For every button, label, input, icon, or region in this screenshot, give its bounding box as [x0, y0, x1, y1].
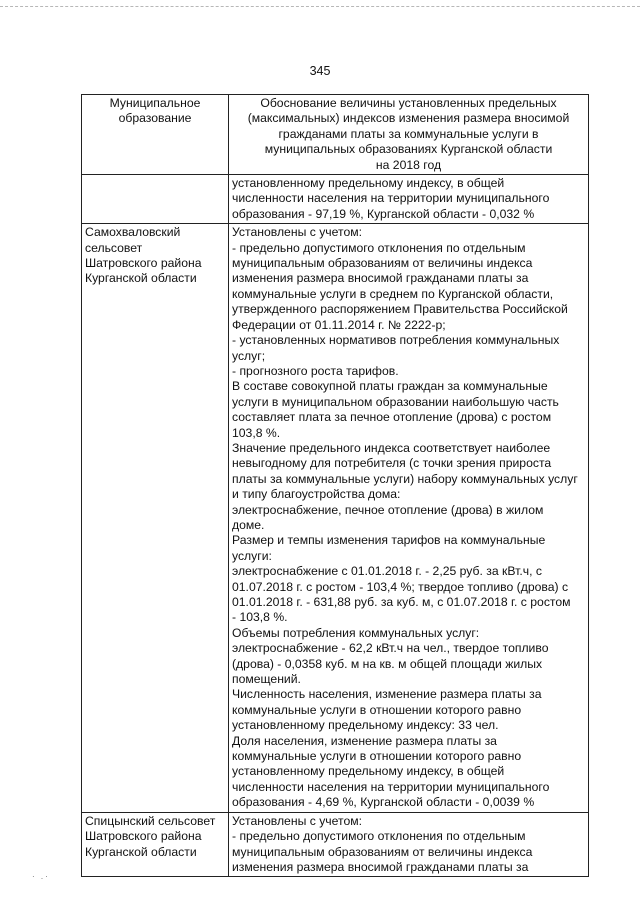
justification-line: услуги: — [232, 548, 272, 563]
municipality-line: сельсовет — [85, 240, 143, 255]
justification-line: численности населения на территории муниципального — [232, 191, 550, 206]
justification-line: 01.01.2018 г. - 631,88 руб. за куб. м, с 01.07.2018 г. с ростом — [232, 595, 571, 609]
justification-line: муниципальным образованиям от величины индекса — [232, 256, 533, 271]
header-line: Обоснование величины установленных предельных — [260, 96, 557, 110]
justification-line: электроснабжение, печное отопление (дрова) в жилом — [232, 502, 544, 517]
table-row — [82, 224, 589, 812]
justification-line: изменения размера вносимой гражданами платы за — [232, 271, 529, 286]
municipality-cell — [82, 224, 229, 812]
justification-line: численности населения на территории муниципального — [232, 779, 550, 794]
page-number: 345 — [309, 64, 331, 78]
justification-line: - прогнозного роста тарифов. — [232, 363, 399, 378]
justification-line: - установленных нормативов потребления коммунальных — [232, 333, 560, 348]
justification-line: Значение предельного индекса соответствует наиболее — [232, 440, 551, 455]
justification-line: - 103,8 %. — [232, 610, 288, 625]
justification-line: - предельно допустимого отклонения по отдельным — [232, 829, 526, 844]
header-line: Муниципальное — [109, 96, 201, 110]
justification-line: составляет плата за печное отопление (дрова) с ростом — [232, 410, 552, 425]
justification-line: электроснабжение - 62,2 кВт.ч на чел., твердое топливо — [232, 641, 549, 656]
justification-line: установленному предельному индексу, в общей — [232, 764, 505, 779]
municipality-cell — [82, 812, 229, 877]
justification-cell — [229, 175, 589, 224]
municipality-line: Курганской области — [85, 844, 197, 859]
justification-cell — [229, 812, 589, 877]
header-municipality — [82, 95, 229, 175]
justification-line: помещений. — [232, 672, 301, 687]
municipality-line: Спицынский сельсовет — [85, 813, 216, 828]
justification-line: В составе совокупной платы граждан за коммунальные — [232, 379, 548, 394]
justification-line: 103,8 %. — [232, 425, 281, 440]
municipality-line: Шатровского района — [85, 256, 202, 271]
header-justification — [229, 95, 589, 175]
justification-line: коммунальные услуги в отношении которого равно — [232, 702, 522, 717]
justification-line: Численность населения, изменение размера платы за — [232, 687, 542, 702]
justification-line: и типу благоустройства дома: — [232, 487, 401, 502]
justification-line: коммунальные услуги в среднем по Курганской области, — [232, 286, 554, 301]
justification-line: образования - 4,69 %, Курганской области - 0,0039 % — [232, 795, 535, 810]
scan-artifact: · .· — [32, 872, 50, 881]
justification-line: Федерации от 01.11.2014 г. № 2222-р; — [232, 317, 446, 332]
justification-line: услуги в муниципальном образовании наибольшую часть — [232, 394, 559, 409]
justification-line: платы за коммунальные услуги) набору коммунальных услуг — [232, 471, 578, 486]
justification-line: установленному предельному индексу: 33 чел. — [232, 718, 499, 733]
justification-line: электроснабжение с 01.01.2018 г. - 2,25 руб. за кВт.ч, с — [232, 564, 542, 579]
justification-line: коммунальные услуги в отношении которого равно — [232, 749, 522, 764]
scan-edge-line — [0, 6, 640, 9]
header-line: (максимальных) индексов изменения размера вносимой — [247, 111, 570, 126]
justification-line: утвержденного распоряжением Правительства Российской — [232, 302, 568, 317]
justification-line: услуг; — [232, 348, 266, 363]
justification-line: Размер и темпы изменения тарифов на коммунальные — [232, 533, 546, 548]
justification-line: Установлены с учетом: — [232, 813, 362, 828]
justification-line: невыгодному для потребителя (с точки зрения прироста — [232, 456, 552, 471]
justification-line: 01.07.2018 г. с ростом - 103,4 %; твердое топливо (дрова) с — [232, 579, 569, 594]
municipality-line: Самохваловский — [85, 225, 181, 240]
header-line: муниципальных образованиях Курганской области — [264, 142, 553, 157]
justification-line: изменения размера вносимой гражданами платы за — [232, 859, 529, 874]
justification-line: Установлены с учетом: — [232, 225, 362, 240]
header-line: на 2018 год — [375, 157, 442, 172]
municipality-line: Шатровского района — [85, 829, 202, 844]
header-line: образование — [118, 111, 192, 126]
table-header-row — [82, 95, 589, 175]
justification-line: Доля населения, изменение размера платы за — [232, 733, 497, 748]
justification-cell — [229, 224, 589, 812]
tariff-index-table — [81, 94, 589, 877]
header-line: гражданами платы за коммунальные услуги в — [278, 126, 539, 141]
municipality-cell — [82, 175, 229, 224]
justification-line: доме. — [232, 517, 265, 532]
table-row — [82, 175, 589, 224]
justification-line: Объемы потребления коммунальных услуг: — [232, 625, 480, 640]
justification-line: (дрова) - 0,0358 куб. м на кв. м общей площади жилых — [232, 656, 543, 671]
justification-line: муниципальным образованиям от величины индекса — [232, 844, 533, 859]
justification-line: - предельно допустимого отклонения по отдельным — [232, 240, 526, 255]
justification-line: установленному предельному индексу, в общей — [232, 176, 505, 191]
table-row — [82, 812, 589, 877]
justification-line: образования - 97,19 %, Курганской области - 0,032 % — [232, 206, 535, 221]
municipality-line: Курганской области — [85, 271, 197, 286]
